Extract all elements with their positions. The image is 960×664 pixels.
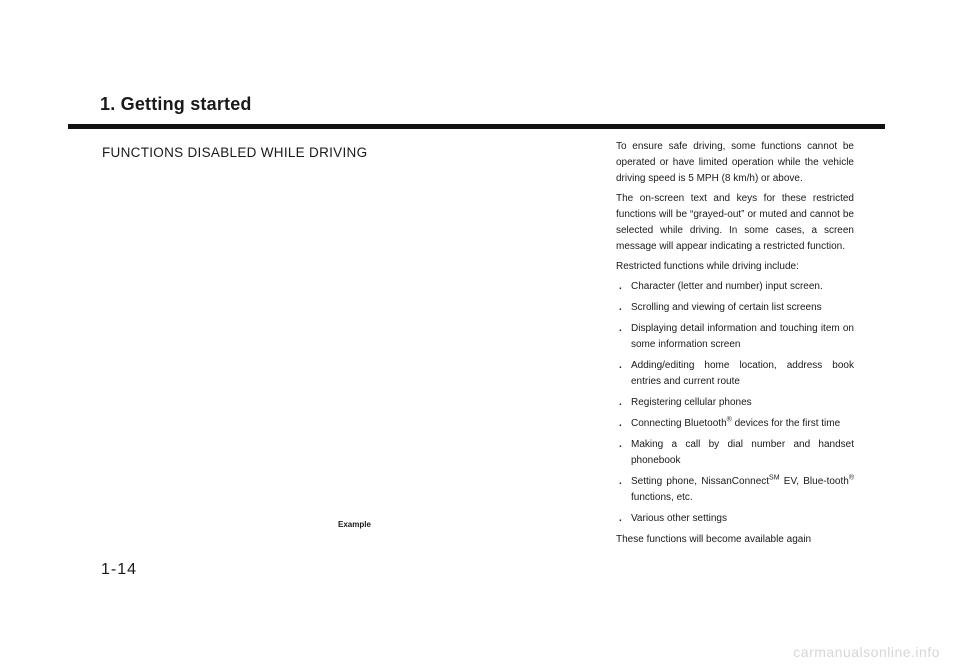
list-item-text-pre: Setting phone, NissanConnect <box>631 476 770 487</box>
bullet: . <box>619 418 622 429</box>
bullet: . <box>619 281 622 292</box>
list-item-text: Various other settings <box>631 513 727 524</box>
registered-mark: ® <box>726 416 732 424</box>
bullet: . <box>619 360 622 371</box>
body-column <box>616 139 854 552</box>
bullet: . <box>619 476 622 487</box>
list-item <box>616 279 854 295</box>
closing-paragraph: These functions will become available again <box>616 534 812 545</box>
header-rule <box>68 124 885 129</box>
list-item <box>616 395 854 411</box>
list-item <box>616 321 854 353</box>
figure-caption: Example <box>338 520 371 529</box>
list-item-text-post: devices for the first time <box>731 418 841 429</box>
list-item-text-pre: Connecting Bluetooth <box>631 418 727 429</box>
watermark: carmanualsonline.info <box>793 644 940 660</box>
list-item-text: Scrolling and viewing of certain list screens <box>631 302 822 313</box>
registered-mark: ® <box>848 474 855 482</box>
grayed-out-paragraph: The on-screen text and keys for these restricted functions will be “grayed-out” or muted and cannot be selected while driving. In some cases, a screen message will appear indicating a restricted function. <box>616 193 854 252</box>
bullet: . <box>619 302 622 313</box>
bullet: . <box>619 323 622 334</box>
restricted-functions-list <box>616 279 854 527</box>
list-item-text-mid: EV, Blue-tooth <box>779 476 849 487</box>
list-item-text <box>631 476 854 503</box>
example-figure <box>100 170 500 515</box>
list-item <box>616 300 854 316</box>
bullet: . <box>619 397 622 408</box>
bullet: . <box>619 439 622 450</box>
list-item-text-post: functions, etc. <box>631 492 693 503</box>
list-item <box>616 437 854 469</box>
bullet: . <box>619 513 622 524</box>
section-heading: FUNCTIONS DISABLED WHILE DRIVING <box>102 145 368 160</box>
list-item <box>616 474 854 506</box>
intro-paragraph: To ensure safe driving, some functions cannot be operated or have limited operation while the vehicle driving speed is 5 MPH (8 km/h) or above. <box>616 141 854 184</box>
list-item <box>616 358 854 390</box>
page-number: 1-14 <box>101 561 138 578</box>
list-item-text: Adding/editing home location, address book entries and current route <box>631 360 854 387</box>
list-item-text: Displaying detail information and touching item on some information screen <box>631 323 854 350</box>
list-item-text: Making a call by dial number and handset phonebook <box>631 439 854 466</box>
list-intro: Restricted functions while driving include: <box>616 261 799 272</box>
list-item-text: Character (letter and number) input screen. <box>631 281 823 292</box>
list-item-text: Registering cellular phones <box>631 397 752 408</box>
service-mark: SM <box>769 474 780 482</box>
list-item-text <box>631 418 840 429</box>
list-item <box>616 416 854 432</box>
list-item <box>616 511 854 527</box>
chapter-title: 1. Getting started <box>100 94 252 114</box>
